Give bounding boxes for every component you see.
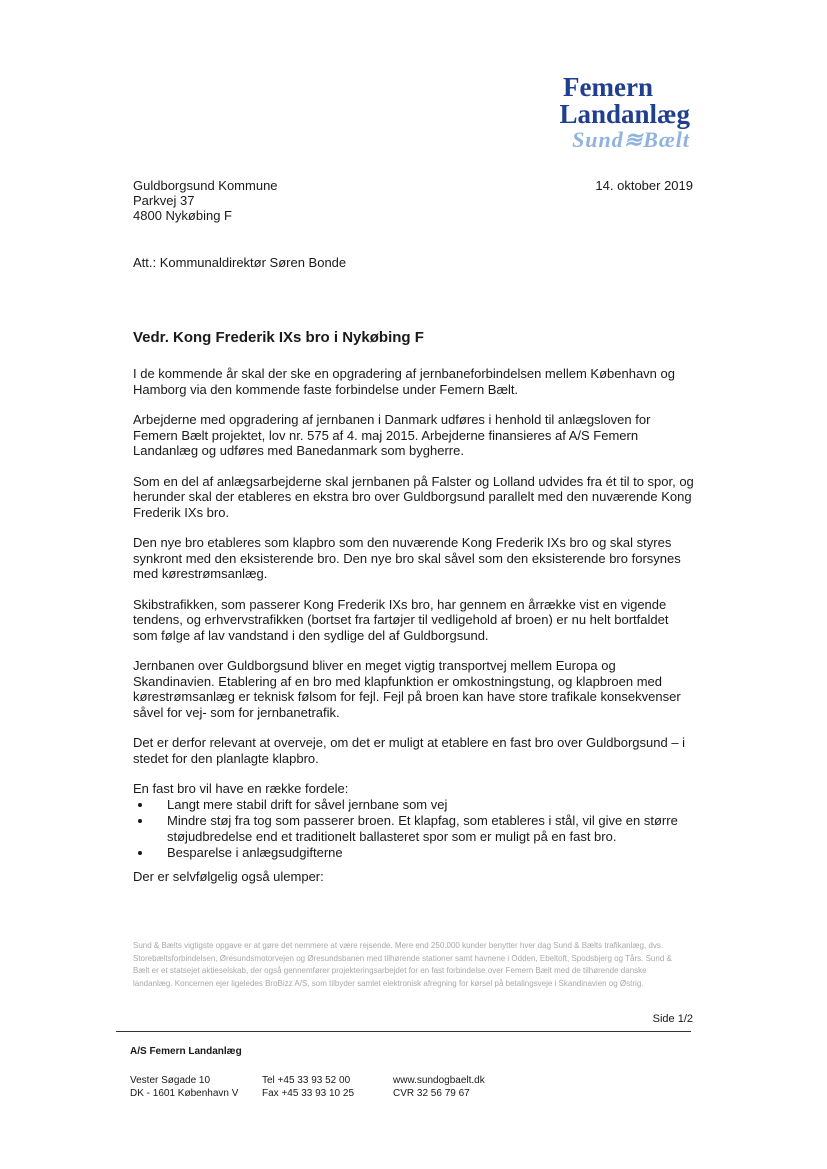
logo-line-sund-baelt: Sund≋Bælt bbox=[572, 127, 690, 152]
footer-phone bbox=[262, 1074, 354, 1100]
letter-date: 14. oktober 2019 bbox=[595, 178, 693, 193]
list-item: • Besparelse i anlægsudgifterne bbox=[153, 845, 695, 861]
paragraph: Jernbanen over Guldborgsund bliver en meget vigtig transportvej mellem Europa og Skandinavien. Etablering af en bro med klapfunktion er omkostningstung, og klapbroen med kørestrømsanlæg er teknisk følsom for fejl. Fejl på broen kan have store trafikale konsekvenser såvel for vej- som for jernbanetrafik. bbox=[133, 658, 681, 720]
letter-subject: Vedr. Kong Frederik IXs bro i Nykøbing F bbox=[133, 329, 424, 346]
footer-address bbox=[130, 1074, 238, 1100]
company-logo bbox=[490, 74, 690, 152]
logo-line-femern: Femern bbox=[563, 72, 653, 102]
advantages-list bbox=[133, 797, 695, 861]
recipient-name: Guldborgsund Kommune bbox=[133, 178, 278, 193]
footer-street: Vester Søgade 10 bbox=[130, 1075, 211, 1086]
recipient-address bbox=[133, 178, 278, 223]
footer-cvr: CVR 32 56 79 67 bbox=[393, 1088, 470, 1099]
company-fineprint: Sund & Bælts vigtigste opgave er at gøre det nemmere at være rejsende. Mere end 250.000 kunder benytter hver dag Sund & Bælts trafikanlæg, dvs. Storebæltsforbindelsen, Øresundsmotorvejen og Øresundsbanen med tilhørende stationer samt havnene i Odden, Ebeltoft, Spodsbjerg og Tårs. Sund & Bælt er et statsejet aktieselskab, der også gennemfører projekteringsarbejdet for en fast forbindelse over Femern Bælt med de tilhørende danske landanlæg. Koncernen ejer ligeledes BroBizz A/S, som tilbyder samlet elektronisk afregning for kørsel på betalingsveje i Skandinavien og Østrig. bbox=[133, 941, 672, 988]
letter-body bbox=[133, 366, 695, 899]
closing-line: Der er selvfølgelig også ulemper: bbox=[133, 868, 324, 884]
footer-website-link[interactable]: www.sundogbaelt.dk bbox=[393, 1075, 485, 1086]
footer-company: A/S Femern Landanlæg bbox=[130, 1046, 242, 1057]
paragraph: Det er derfor relevant at overveje, om det er muligt at etablere en fast bro over Guldborgsund – i stedet for den planlagte klapbro. bbox=[133, 735, 686, 766]
list-intro: En fast bro vil have en række fordele: bbox=[133, 781, 349, 796]
footer-divider bbox=[116, 1031, 691, 1032]
footer-city: DK - 1601 København V bbox=[130, 1088, 239, 1099]
page-number: Side 1/2 bbox=[652, 1013, 693, 1025]
attention-line: Att.: Kommunaldirektør Søren Bonde bbox=[133, 255, 347, 270]
paragraph: Arbejderne med opgradering af jernbanen i Danmark udføres i henhold til anlægsloven for Femern Bælt projektet, lov nr. 575 af 4. maj 2015. Arbejderne finansieres af A/S Femern Landanlæg og udføres med Banedanmark som bygherre. bbox=[133, 412, 651, 458]
footer-tel: Tel +45 33 93 52 00 bbox=[262, 1075, 351, 1086]
footer-web bbox=[393, 1074, 485, 1100]
recipient-street: Parkvej 37 bbox=[133, 193, 195, 208]
footer-fax: Fax +45 33 93 10 25 bbox=[262, 1088, 355, 1099]
paragraph: Den nye bro etableres som klapbro som den nuværende Kong Frederik IXs bro og skal styres synkront med den eksisterende bro. Den nye bro skal såvel som den eksisterende bro forsynes med kørestrømsanlæg. bbox=[133, 535, 681, 581]
paragraph: Skibstrafikken, som passerer Kong Frederik IXs bro, har gennem en årrække vist en vigende tendens, og erhvervstrafikken (bortset fra fartøjer til vedligehold af broen) er nu helt bortfaldet som følge af lav vandstand i den sydlige del af Guldborgsund. bbox=[133, 596, 669, 643]
list-item: • Langt mere stabil drift for såvel jernbane som vej bbox=[153, 797, 695, 813]
paragraph: Som en del af anlægsarbejderne skal jernbanen på Falster og Lolland udvides fra ét til to spor, og herunder skal der etableres en ekstra bro over Guldborgsund parallelt med den nuværende Kong Frederik IXs bro. bbox=[133, 473, 694, 520]
paragraph: I de kommende år skal der ske en opgradering af jernbaneforbindelsen mellem København og Hamborg via den kommende faste forbindelse under Femern Bælt. bbox=[133, 366, 675, 397]
list-item: • Mindre støj fra tog som passerer broen. Et klapfag, som etableres i stål, vil give en større støjudbredelse end et traditionelt ballasteret spor som er muligt på en fast bro. bbox=[153, 813, 695, 844]
logo-line-landanlaeg: Landanlæg bbox=[559, 99, 690, 129]
recipient-city: 4800 Nykøbing F bbox=[133, 208, 232, 223]
